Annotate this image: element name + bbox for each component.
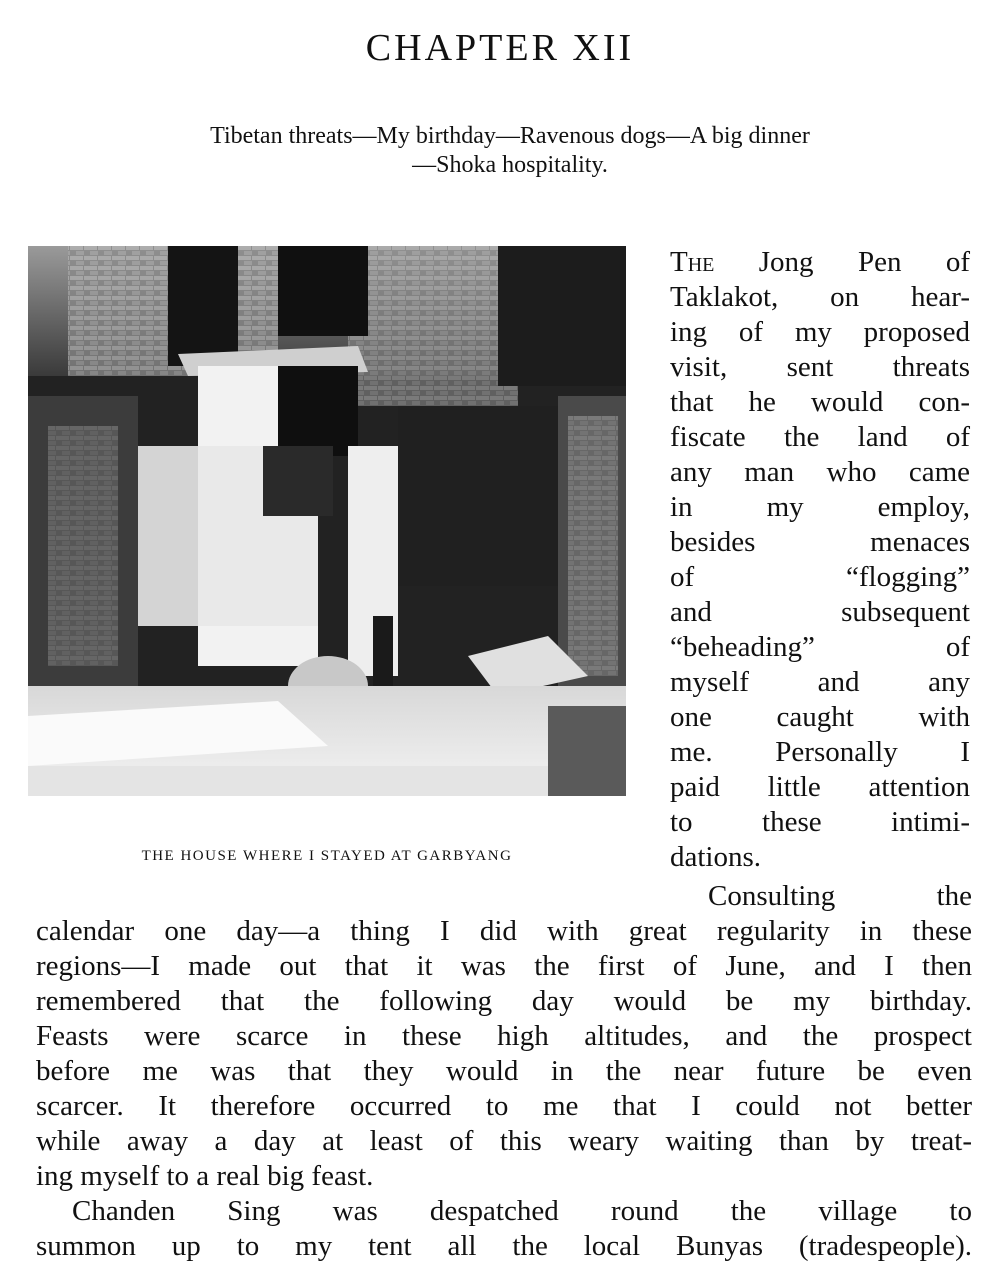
text-line: paid little attention xyxy=(670,771,970,803)
text-line: of “flogging” xyxy=(670,561,970,593)
text-line: any man who came xyxy=(670,456,970,488)
text-line: besides menaces xyxy=(670,526,970,558)
text-line: “beheading” of xyxy=(670,631,970,663)
text-line: to these intimi- xyxy=(670,806,970,838)
text-line: Chanden Sing was despatched round the village to xyxy=(72,1195,972,1227)
photograph-house-garbyang xyxy=(28,246,626,796)
text-line: Taklakot, on hear- xyxy=(670,281,970,313)
text-line: regions—I made out that it was the first of June, and I then xyxy=(36,950,972,982)
side-column-text xyxy=(670,245,970,875)
text-line: fiscate the land of xyxy=(670,421,970,453)
text-line: ing myself to a real big feast. xyxy=(36,1160,374,1192)
body-paragraphs xyxy=(36,879,972,1264)
lead-word: The xyxy=(670,246,715,278)
chapter-title: CHAPTER XII xyxy=(365,27,635,69)
text-line: in my employ, xyxy=(670,491,970,523)
text-line: while away a day at least of this weary waiting than by treat- xyxy=(36,1125,972,1157)
text-line: dations. xyxy=(670,841,762,873)
text-line: myself and any xyxy=(670,666,970,698)
text-line: one caught with xyxy=(670,701,970,733)
summary-line-2: —Shoka hospitality. xyxy=(412,152,608,178)
text-line: before me was that they would in the near future be even xyxy=(36,1055,972,1087)
chapter-summary xyxy=(60,122,960,180)
figure-caption: THE HOUSE WHERE I STAYED AT GARBYANG xyxy=(141,848,513,864)
text-line: Consulting the xyxy=(708,880,972,912)
text-line: ing of my proposed xyxy=(670,316,970,348)
text-line: scarcer. It therefore occurred to me that I could not better xyxy=(36,1090,972,1122)
text-line xyxy=(670,245,970,280)
text-line: that he would con- xyxy=(670,386,970,418)
text-line-content: Jong Pen of xyxy=(758,246,970,278)
text-line: me. Personally I xyxy=(670,736,970,768)
text-line: summon up to my tent all the local Bunyas (tradespeople). xyxy=(36,1230,972,1262)
text-line: calendar one day—a thing I did with great regularity in these xyxy=(36,915,972,947)
text-line: Feasts were scarce in these high altitudes, and the prospect xyxy=(36,1020,972,1052)
text-line: visit, sent threats xyxy=(670,351,970,383)
text-line: and subsequent xyxy=(670,596,970,628)
summary-line-1: Tibetan threats—My birthday—Ravenous dogs—A big dinner xyxy=(210,123,810,149)
text-line: remembered that the following day would be my birthday. xyxy=(36,985,972,1017)
